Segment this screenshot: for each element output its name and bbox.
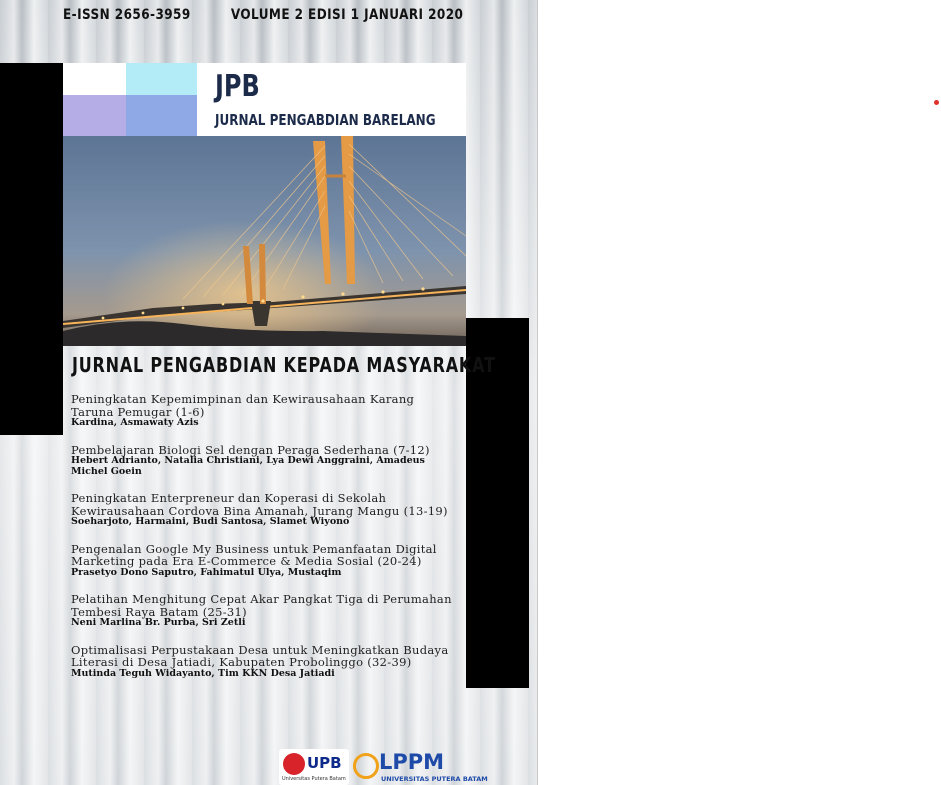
article-title: Peningkatan Enterpreneur dan Koperasi di Sekolah Kewirausahaan Cordova Bina Amanah, Jurang Mangu (13-19) (71, 491, 448, 518)
lppm-logo-subtitle: UNIVERSITAS PUTERA BATAM (381, 775, 488, 783)
article-title: Pengenalan Google My Business untuk Pemanfaatan Digital Marketing pada Era E-Commerce & Media Sosial (20-24) (71, 541, 437, 568)
article-authors: Soeharjoto, Harmaini, Budi Santosa, Slamet Wiyono (71, 516, 350, 527)
color-block-blue (126, 95, 197, 136)
institution-logos (279, 749, 488, 785)
list-item (71, 444, 456, 478)
list-item (71, 644, 456, 680)
upb-logo-icon (283, 753, 305, 775)
bridge-photo (63, 136, 466, 346)
article-title: Peningkatan Kepemimpinan dan Kewirausahaan Karang Taruna Pemugar (1-6) (71, 392, 415, 419)
article-authors: Kardina, Asmawaty Azis (71, 417, 199, 428)
red-dot-icon (934, 100, 939, 105)
section-title: JURNAL PENGABDIAN KEPADA MASYARAKAT (72, 353, 496, 377)
list-item (71, 492, 456, 528)
lppm-logo-text: LPPM (379, 750, 445, 774)
color-block-white (63, 63, 126, 95)
upb-logo (279, 749, 349, 785)
article-title: Optimalisasi Perpustakaan Desa untuk Meningkatkan Budaya Literasi di Desa Jatiadi, Kabupaten Probolinggo (32-39) (71, 642, 449, 669)
issn-label: E-ISSN 2656-3959 (63, 7, 191, 23)
list-item (71, 543, 456, 579)
cover-edge (537, 0, 538, 785)
list-item (71, 593, 456, 629)
color-block-lavender (63, 95, 126, 136)
article-title: Pembelajaran Biologi Sel dengan Peraga Sederhana (7-12) (71, 442, 430, 457)
list-item (71, 393, 456, 429)
article-title: Pelatihan Menghitung Cepat Akar Pangkat Tiga di Perumahan Tembesi Raya Batam (25-31) (71, 592, 452, 619)
journal-acronym: JPB (215, 69, 260, 104)
journal-name: JURNAL PENGABDIAN BARELANG (215, 111, 436, 129)
journal-header (63, 63, 466, 136)
cover-top-bar (0, 0, 537, 32)
left-black-band (0, 63, 63, 435)
article-authors: Prasetyo Dono Saputro, Fahimatul Ulya, Mustaqim (71, 566, 342, 578)
color-block-cyan (126, 63, 197, 95)
volume-label: VOLUME 2 EDISI 1 JANUARI 2020 (230, 7, 463, 23)
table-of-contents (71, 393, 456, 694)
article-authors: Mutinda Teguh Widayanto, Tim KKN Desa Jatiadi (71, 667, 335, 679)
upb-logo-text: UPB (307, 754, 342, 772)
lppm-logo-icon (353, 753, 379, 779)
article-authors: Neni Marlina Br. Purba, Sri Zetli (71, 617, 246, 628)
article-authors: Hebert Adrianto, Natalia Christiani, Lya Dewi Anggraini, Amadeus Michel Goein (71, 455, 425, 477)
lppm-logo (353, 749, 488, 785)
upb-logo-subtitle: Universitas Putera Batam (282, 776, 346, 782)
